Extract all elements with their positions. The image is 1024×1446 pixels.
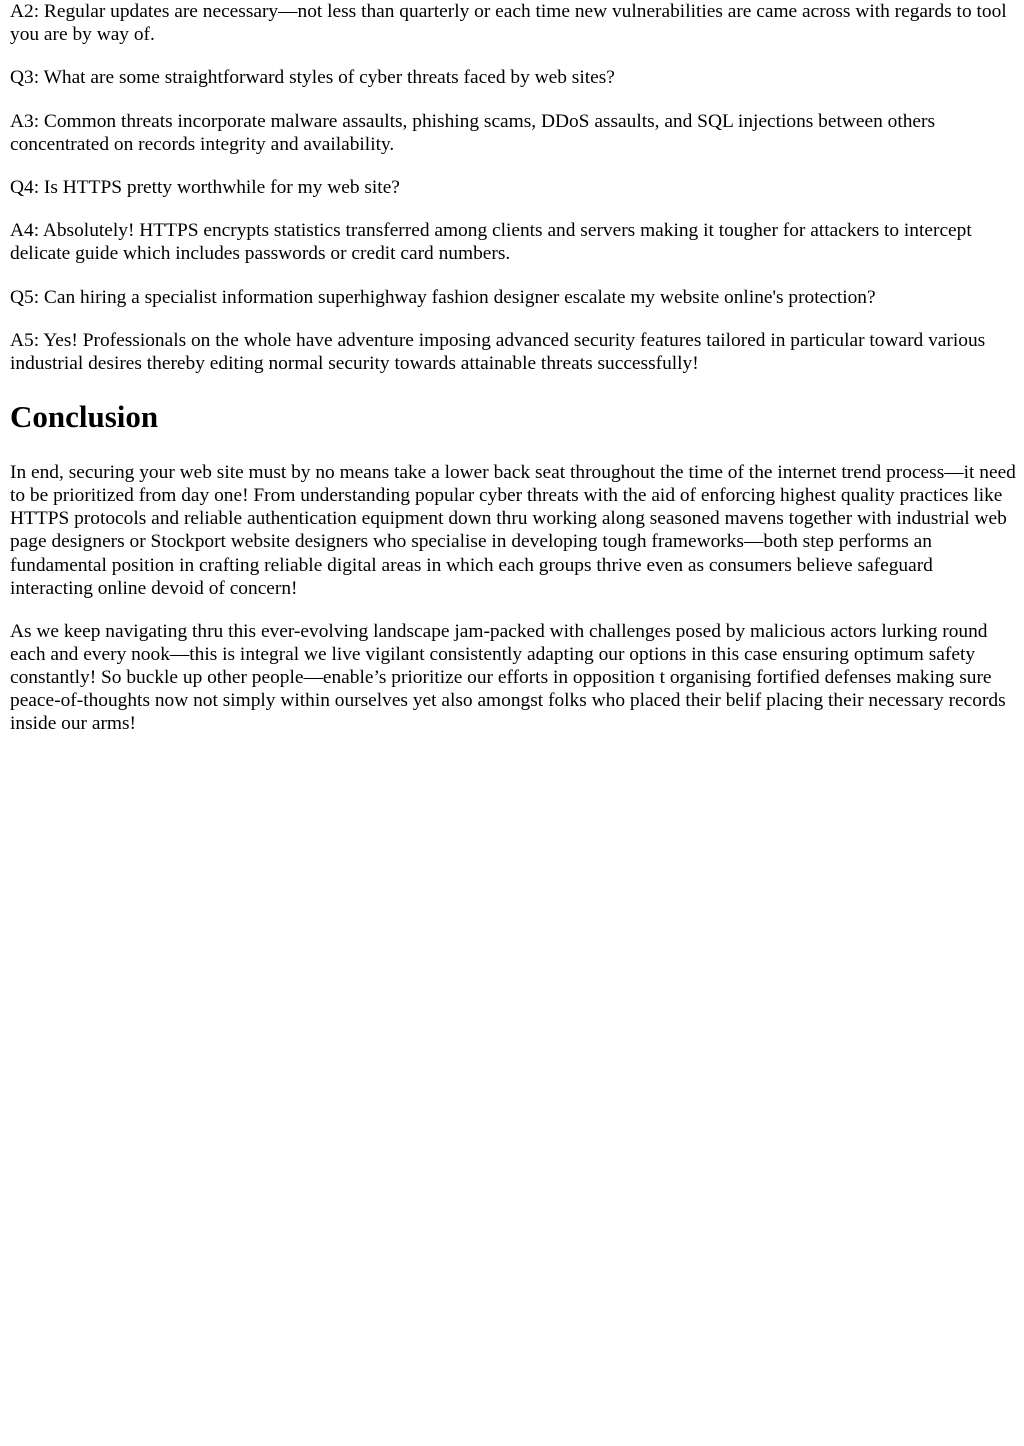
- conclusion-paragraph-2: As we keep navigating thru this ever-evolving landscape jam-packed with challenges posed by malicious actors lurking round each and every nook—this is integral we live vigilant consistently adapting our options in this case ensuring optimum safety constantly! So buckle up other people—enable’s prioritize our efforts in opposition t organising fortified defenses making sure peace-of-thoughts now not simply within ourselves yet also amongst folks who placed their belif placing their necessary records inside our arms!: [10, 620, 1006, 735]
- faq-answer-4: A4: Absolutely! HTTPS encrypts statistics transferred among clients and servers making it tougher for attackers to intercept delicate guide which includes passwords or credit card numbers.: [10, 220, 972, 265]
- conclusion-heading: Conclusion: [10, 399, 159, 435]
- faq-question-3: Q3: What are some straightforward styles of cyber threats faced by web sites?: [10, 67, 615, 89]
- faq-answer-2: A2: Regular updates are necessary—not less than quarterly or each time new vulnerabilities are came across with regards to tool you are by way of.: [10, 1, 1007, 46]
- article-body: [10, 0, 1016, 756]
- faq-answer-5: A5: Yes! Professionals on the whole have adventure imposing advanced security features tailored in particular toward various industrial desires thereby editing normal security towards attainable threats successfully!: [10, 329, 986, 375]
- conclusion-paragraph-1: In end, securing your web site must by no means take a lower back seat throughout the time of the internet trend process—it need to be prioritized from day one! From understanding popular cyber threats with the aid of enforcing highest quality practices like HTTPS protocols and reliable authentication equipment down thru working along seasoned mavens together with industrial web page designers or Stockport website designers who specialise in developing tough frameworks—both step performs an fundamental position in crafting reliable digital areas in which each groups thrive even as consumers believe safeguard interacting online devoid of concern!: [10, 462, 1016, 599]
- faq-answer-3: A3: Common threats incorporate malware assaults, phishing scams, DDoS assaults, and SQL injections between others concentrated on records integrity and availability.: [10, 110, 936, 155]
- faq-question-5: Q5: Can hiring a specialist information superhighway fashion designer escalate my website online's protection?: [10, 286, 876, 308]
- faq-question-4: Q4: Is HTTPS pretty worthwhile for my web site?: [10, 177, 400, 199]
